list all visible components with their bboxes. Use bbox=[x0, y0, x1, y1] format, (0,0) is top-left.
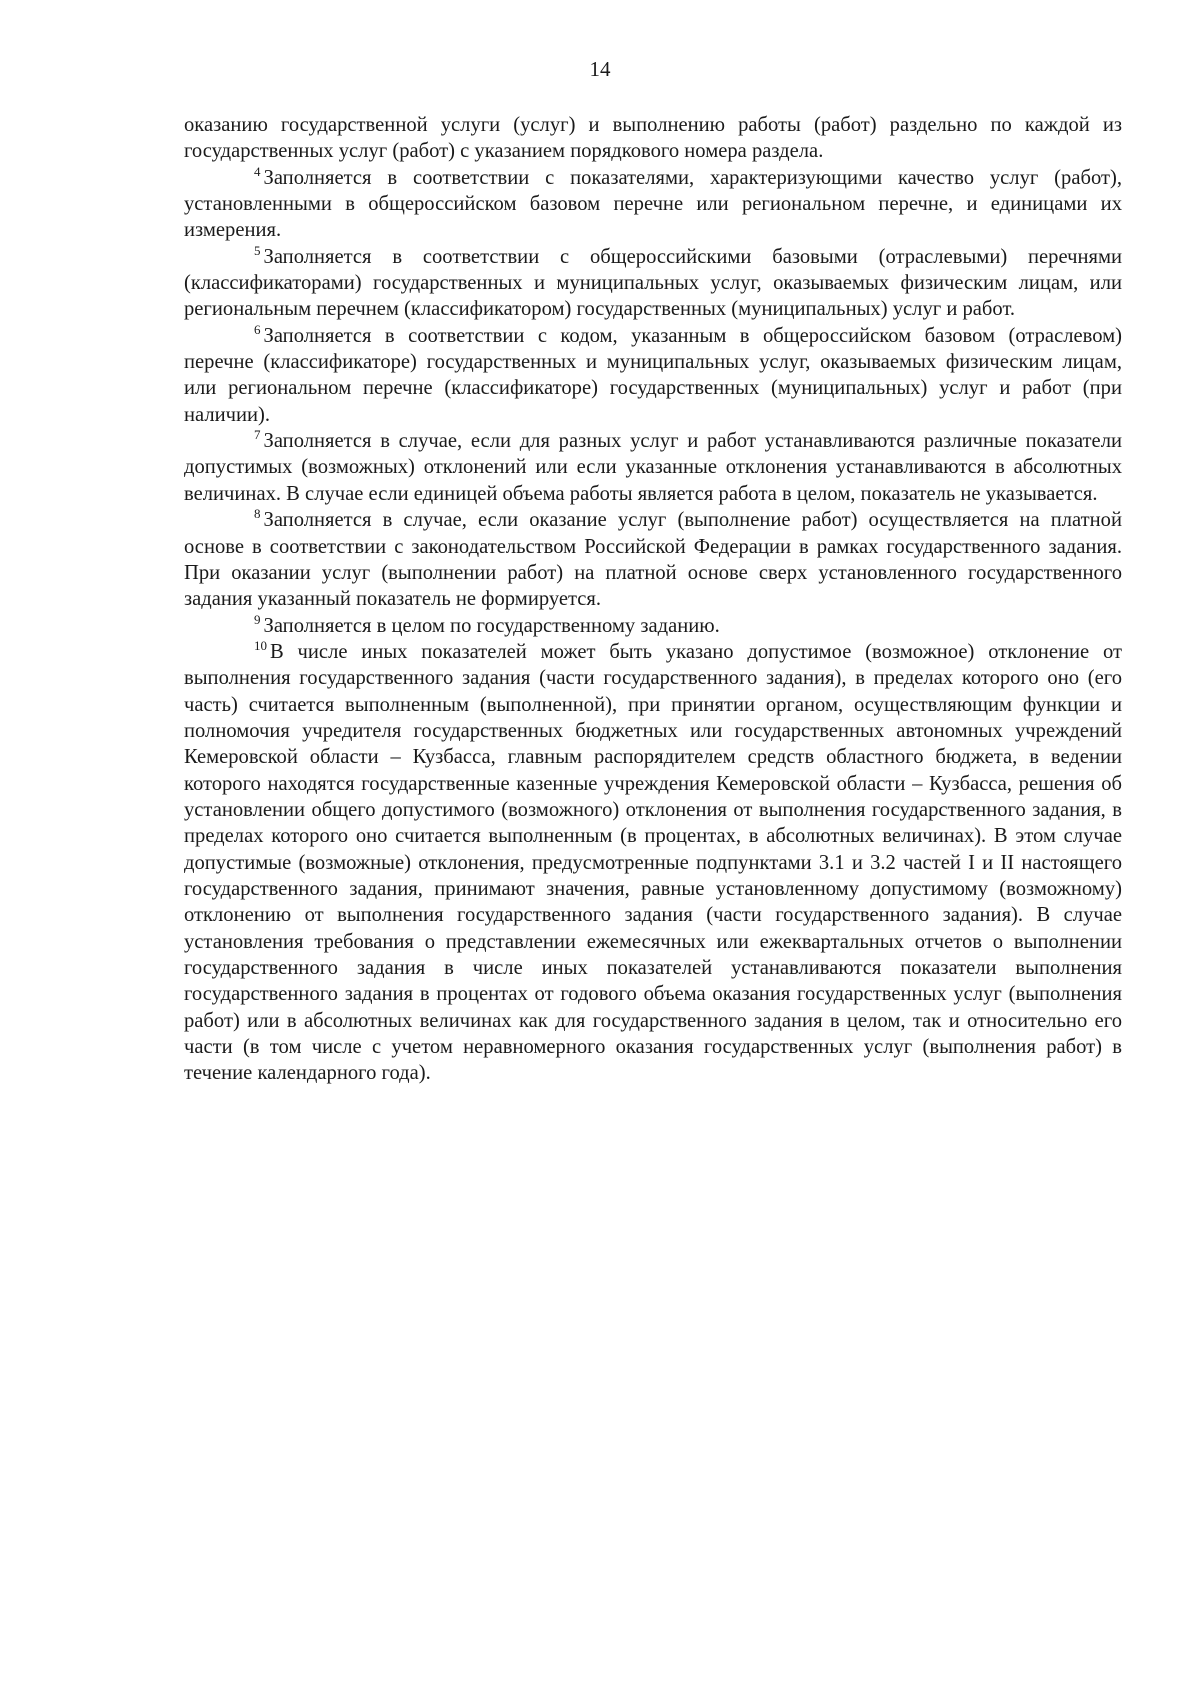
footnote-5 bbox=[184, 244, 1122, 323]
footnote-number: 6 bbox=[254, 321, 261, 337]
footnote-text: В числе иных показателей может быть указано допустимое (возможное) отклонение от выполнения государственного задания (части государственного задания), в пределах которого оно (его часть) считается выполненным (выполненной), при принятии органом, осуществляющим функции и полномочия учредителя государственных бюджетных или государственных автономных учреждений Кемеровской области – Кузбасса, главным распорядителем средств областного бюджета, в ведении которого находятся государственные казенные учреждения Кемеровской области – Кузбасса, решения об установлении общего допустимого (возможного) отклонения от выполнения государственного задания, в пределах которого оно считается выполненным (в процентах, в абсолютных величинах). В этом случае допустимые (возможные) отклонения, предусмотренные подпунктами 3.1 и 3.2 частей I и II настоящего государственного задания, принимают значения, равные установленному допустимому (возможному) отклонению от выполнения государственного задания (части государственного задания). В случае установления требования о представлении ежемесячных или ежеквартальных отчетов о выполнении государственного задания в числе иных показателей устанавливаются показатели выполнения государственного задания в процентах от годового объема оказания государственных услуг (выполнения работ) или в абсолютных величинах как для государственного задания в целом, так и относительно его части (в том числе с учетом неравномерного оказания государственных услуг (выполнения работ) в течение календарного года). bbox=[184, 640, 1122, 1085]
footnote-text: Заполняется в соответствии с общероссийскими базовыми (отраслевыми) перечнями (классификаторами) государственных и муниципальных услуг, оказываемых физическим лицам, или региональным перечнем (классификатором) государственных (муниципальных) услуг и работ. bbox=[184, 245, 1122, 321]
footnote-8 bbox=[184, 507, 1122, 612]
footnote-4 bbox=[184, 165, 1122, 244]
footnote-text: Заполняется в соответствии с кодом, указанным в общероссийском базовом (отраслевом) перечне (классификаторе) государственных и муниципальных услуг, оказываемых физическим лицам, или региональном перечне (классификаторе) государственных (муниципальных) услуг и работ (при наличии). bbox=[184, 324, 1122, 426]
footnote-text: Заполняется в целом по государственному заданию. bbox=[263, 614, 720, 637]
footnote-number: 4 bbox=[254, 163, 261, 179]
footnote-text: Заполняется в случае, если для разных услуг и работ устанавливаются различные показатели допустимых (возможных) отклонений или если указанные отклонения устанавливаются в абсолютных величинах. В случае если единицей объема работы является работа в целом, показатель не указывается. bbox=[184, 430, 1122, 505]
footnote-text: Заполняется в соответствии с показателями, характеризующими качество услуг (работ), установленными в общероссийском базовом перечне или региональном перечне, и единицами их измерения. bbox=[184, 166, 1122, 242]
continuation-paragraph: оказанию государственной услуги (услуг) и выполнению работы (работ) раздельно по каждой из государственных услуг (работ) с указанием порядкового номера раздела. bbox=[184, 114, 1122, 163]
footnote-number: 8 bbox=[254, 506, 261, 522]
footnote-number: 9 bbox=[254, 611, 261, 627]
footnote-10 bbox=[184, 639, 1122, 1087]
page-number: 14 bbox=[589, 57, 611, 81]
footnotes-body bbox=[184, 112, 1122, 1087]
footnote-9 bbox=[184, 613, 1122, 639]
footnote-7 bbox=[184, 428, 1122, 507]
footnote-number: 7 bbox=[254, 427, 261, 443]
footnote-number: 10 bbox=[254, 637, 267, 653]
footnote-text: Заполняется в случае, если оказание услуг (выполнение работ) осуществляется на платной основе в соответствии с законодательством Российской Федерации в рамках государственного задания. При оказании услуг (выполнении работ) на платной основе сверх установленного государственного задания указанный показатель не формируется. bbox=[184, 509, 1122, 611]
footnote-6 bbox=[184, 323, 1122, 428]
footnote-number: 5 bbox=[254, 242, 261, 258]
